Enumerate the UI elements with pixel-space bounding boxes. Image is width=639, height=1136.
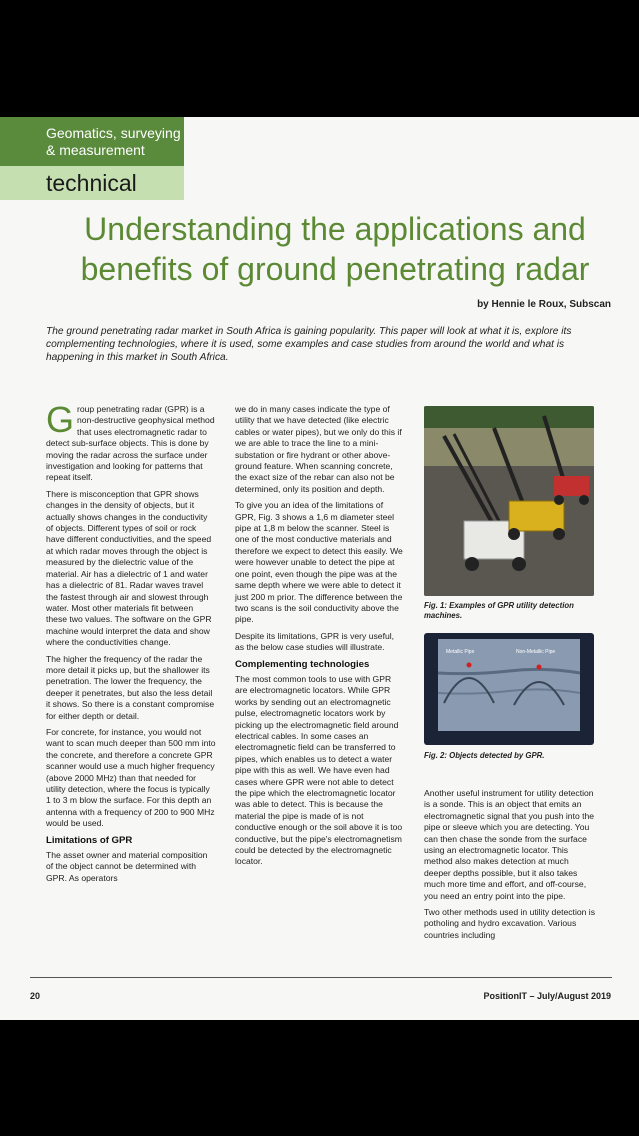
drop-cap: G	[46, 399, 75, 440]
figure-2-label-metallic: Metallic Pipe	[446, 649, 475, 655]
figure-1-caption: Fig. 1: Examples of GPR utility detection machines.	[424, 601, 574, 620]
paragraph: To give you an idea of the limitations of GPR, Fig. 3 shows a 1,6 m diameter steel pipe at 1,8 m below the scanner. Steel is one of the most conductive materials and therefore we expect to detect this easily. We were however unable to detect the pipe at one point, even though the pipe was at the same depth where we were able to detect it just 200 m prior. The difference between the two scans is the soil conductivity above the pipe.	[235, 500, 403, 625]
paragraph: The higher the frequency of the radar the more detail it picks up, but the shallower its penetration. The lower the frequency, the deeper it penetrates, but also the less detail it shows. So there is a constant compromise for either depth or detail.	[46, 653, 215, 721]
paragraph: For concrete, for instance, you would not want to scan much deeper than 500 mm into the concrete, and therefore a concrete GPR scanner would use a much higher frequency (above 2000 MHz) than that needed for utility detection, where the focus is typically 1 to 3 m blow the surface. For this depth an antenna with a frequency of 200 to 900 MHz would be used.	[46, 726, 216, 829]
section-category-line2: & measurement	[46, 142, 145, 158]
paragraph: Two other methods used in utility detection is potholing and hydro excavation. Various countries including	[424, 907, 596, 940]
column-3	[424, 788, 596, 946]
title-line-1: Understanding the applications and	[84, 211, 586, 247]
journal-issue: PositionIT – July/August 2019	[483, 991, 611, 1001]
column-1	[46, 399, 216, 889]
heading-complementing: Complementing technologies	[235, 658, 370, 670]
section-category	[0, 117, 184, 166]
page-number: 20	[30, 991, 41, 1001]
magazine-page	[0, 117, 639, 1020]
byline: by Hennie le Roux, Subscan	[477, 299, 611, 310]
intro-paragraph: The ground penetrating radar market in South Africa is gaining popularity. This paper will look at what it is, explore its complementing technologies, where it is used, some examples and case studies from around the world and what is happening in this market in South Africa.	[46, 326, 572, 363]
paragraph: The asset owner and material composition of the object cannot be determined with GPR. As operators	[46, 850, 208, 883]
paragraph: Despite its limitations, GPR is very useful, as the below case studies will illustrate.	[235, 630, 395, 653]
column-2	[235, 404, 405, 873]
figure-2-caption: Fig. 2: Objects detected by GPR.	[424, 751, 545, 760]
figure-2-radargram	[424, 633, 594, 745]
figure-2-label-nonmetallic: Non-Metallic Pipe	[516, 649, 556, 655]
paragraph: Another useful instrument for utility detection is a sonde. This is an object that emits an electromagnetic signal that you push into the pipe or sleeve which you are detecting. You can then chase the sonde from the surface using an electromagnetic locator. This method also makes detection at much deeper depths possible, but it also takes much more time and effort, and off-course, you need an entry point into the pipe.	[424, 788, 595, 901]
title-line-2: benefits of ground penetrating radar	[80, 251, 590, 287]
footer-divider	[30, 977, 612, 978]
paragraph: There is misconception that GPR shows changes in the density of objects, but it actually shows changes in the conductivity of objects. Different types of soil or rock have different conductivities, and the speed at which radar moves through the object is measured by the dielectric value of the material. Air has a dielectric of 1 and water has a dielectric of 81. Radar waves travel the fastest through air and slowest through water. Most other materials fit between these two values. The software on the GPR machine would interpret the data and show where the conductivities change.	[46, 488, 212, 648]
figure-1-photo	[424, 406, 594, 596]
section-category-line1: Geomatics, surveying	[46, 125, 181, 141]
paragraph: Group penetrating radar (GPR) is a non-destructive geophysical method that uses electromagnetic radar to detect sub-surface objects. This is done by moving the radar across the surface under investigation and looking for patterns that repeat itself.	[46, 399, 215, 483]
article-title	[40, 209, 630, 289]
section-tab: technical	[0, 166, 184, 200]
paragraph: we do in many cases indicate the type of utility that we have detected (like electric cables or water pipes), but we only do this if we are able to trace the line to a mini-substation or fire hydrant or other above-ground feature. When scanning concrete, the exact size of the rebar can also not be determined, only its position and depth.	[235, 404, 402, 494]
paragraph: The most common tools to use with GPR are electromagnetic locators. While GPR works by sending out an electromagnetic pulse, electromagnetic locators work by picking up the electromagnetic field around electrical cables. In some cases an electromagnetic field can be transferred to pipes, which enables us to detect a water pipe with this as well. We have even had cases where GPR were not able to detect the pipe which the electromagnetic locator was able to detect. This is because the material the pipe is made of is not conductive enough or the soil above it is too conductive, but the pipe's electromagnetism could be detected by the electromagnetic locator.	[235, 673, 403, 867]
heading-limitations: Limitations of GPR	[46, 834, 133, 846]
